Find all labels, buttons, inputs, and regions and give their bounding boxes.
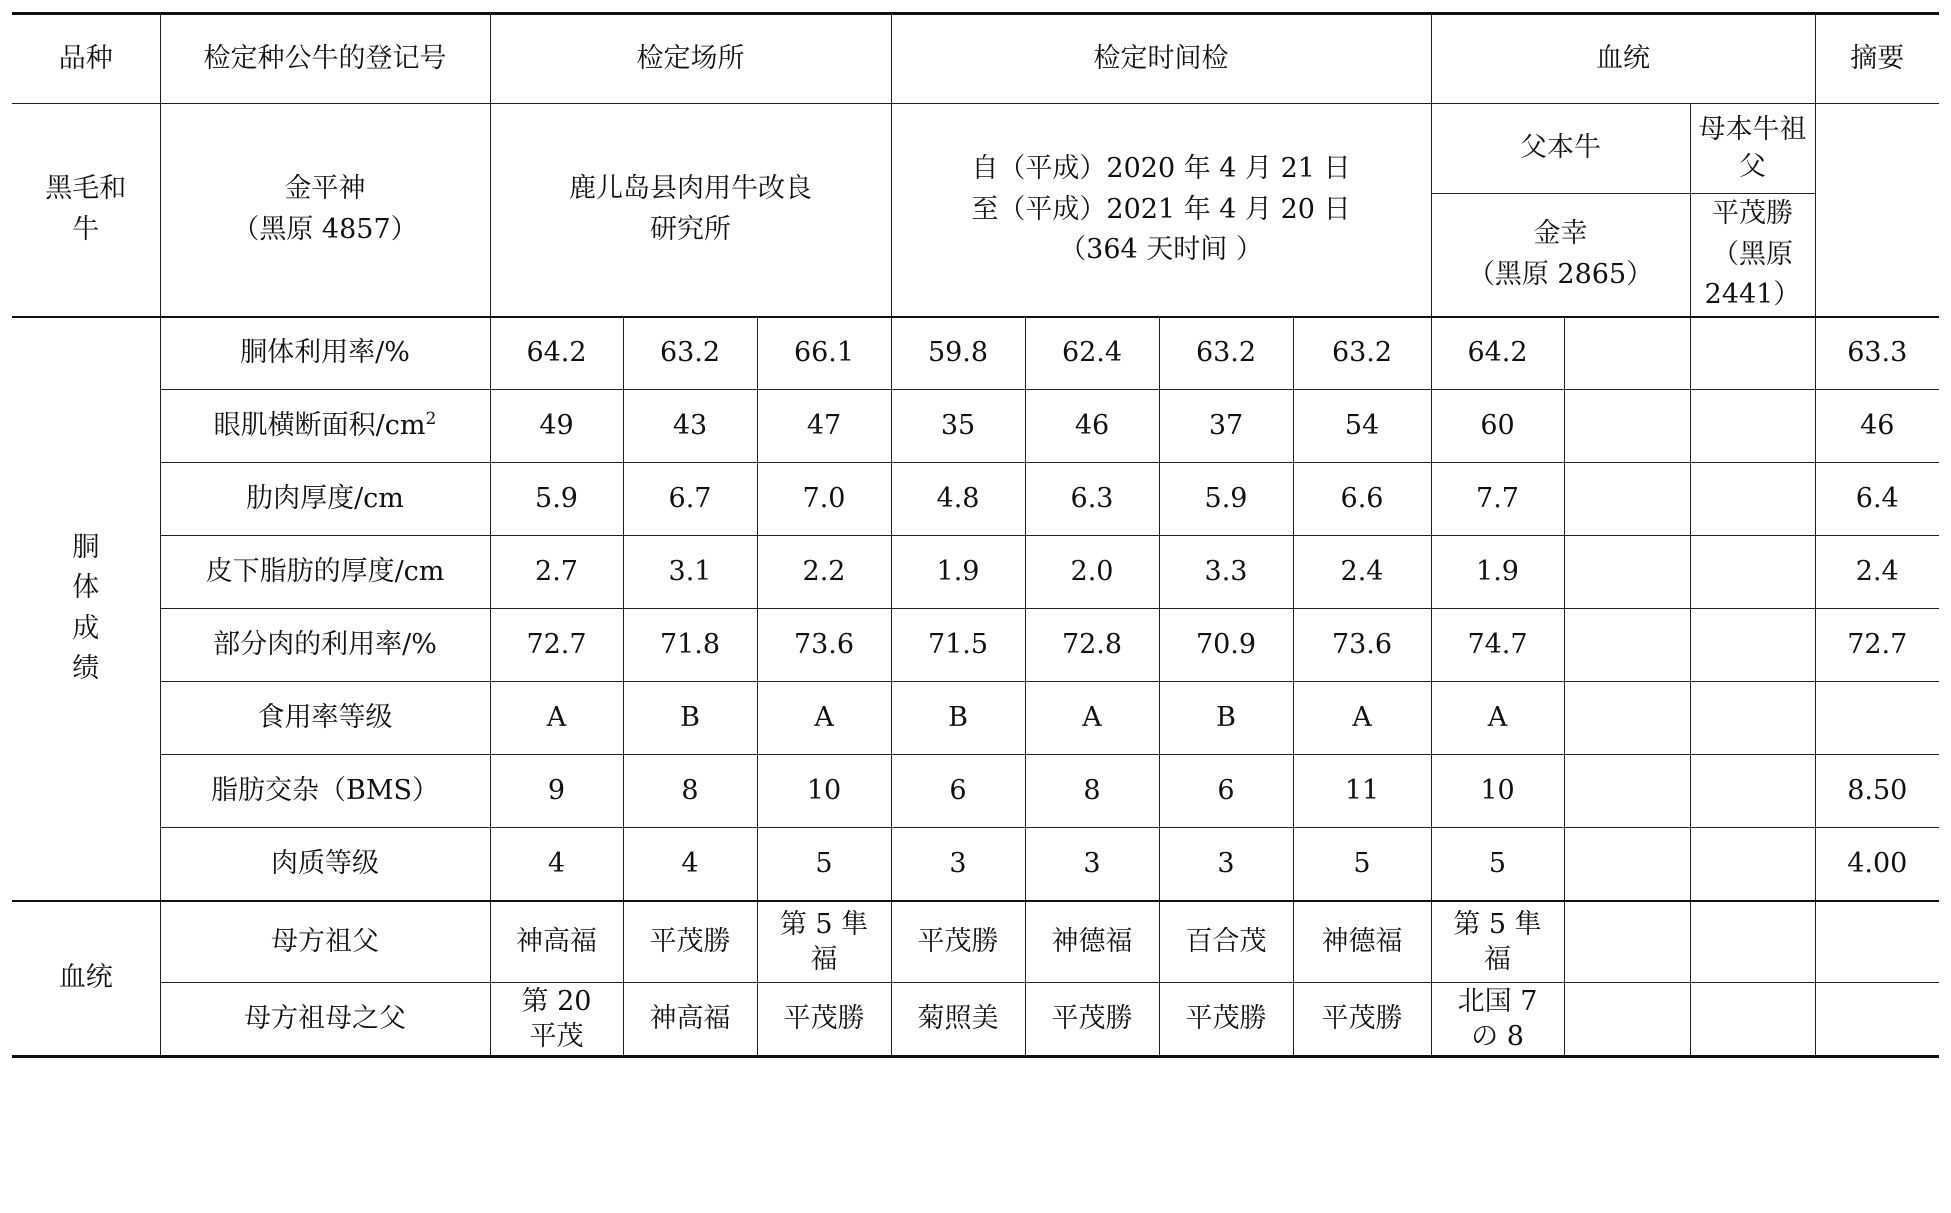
- carcass-value-cell: [1564, 828, 1690, 901]
- header-registration: 检定种公牛的登记号: [160, 14, 490, 104]
- period-line-3: （364 天时间 ）: [1059, 234, 1263, 265]
- carcass-value-cell: [1690, 390, 1815, 463]
- period-line-2: 至（平成）2021 年 4 月 20 日: [971, 193, 1351, 225]
- carcass-row-label: [160, 755, 490, 828]
- carcass-section-label: [12, 317, 160, 901]
- carcass-summary-cell: 63.3: [1815, 317, 1939, 390]
- pedigree-row-label: 母方祖母之父: [160, 983, 490, 1057]
- header-breed: 品种: [12, 14, 160, 104]
- cell-line: 百合茂: [1185, 926, 1267, 958]
- carcass-value-cell: 3.1: [623, 536, 757, 609]
- bull-test-table-container: [12, 12, 1939, 1058]
- test-place-cell: [490, 104, 891, 317]
- row-label-text: 皮下脂肪的厚度/cm: [205, 555, 445, 587]
- carcass-value-cell: A: [1025, 682, 1159, 755]
- pedigree-row-label: 母方祖父: [160, 901, 490, 983]
- sire-registration: （黑原 2865）: [1467, 258, 1654, 290]
- carcass-value-cell: [1690, 609, 1815, 682]
- carcass-value-cell: B: [1159, 682, 1293, 755]
- carcass-value-cell: 71.5: [891, 609, 1025, 682]
- pedigree-section-label: 血统: [12, 901, 160, 1057]
- mgs-cell: [1690, 194, 1815, 317]
- pedigree-value-cell: [1159, 983, 1293, 1057]
- carcass-value-cell: 5.9: [1159, 463, 1293, 536]
- carcass-row: [12, 682, 1939, 755]
- carcass-value-cell: 1.9: [891, 536, 1025, 609]
- carcass-value-cell: 6.6: [1293, 463, 1431, 536]
- section-label-char: 胴: [72, 531, 100, 563]
- carcass-value-cell: [1564, 609, 1690, 682]
- carcass-value-cell: [1564, 682, 1690, 755]
- carcass-value-cell: 46: [1025, 390, 1159, 463]
- cell-line: 北国 7: [1457, 985, 1538, 1017]
- cell-line: 第 5 隼: [779, 908, 869, 940]
- bull-info-row-1: [12, 104, 1939, 194]
- carcass-value-cell: A: [1293, 682, 1431, 755]
- pedigree-summary-cell: [1815, 983, 1939, 1057]
- carcass-value-cell: 63.2: [1159, 317, 1293, 390]
- carcass-value-cell: [1690, 317, 1815, 390]
- cell-line: 神高福: [516, 926, 597, 958]
- cell-line: 神德福: [1321, 926, 1403, 958]
- carcass-row-label: [160, 682, 490, 755]
- pedigree-value-cell: [1431, 983, 1564, 1057]
- pedigree-value-cell: [1690, 901, 1815, 983]
- pedigree-summary-cell: [1815, 901, 1939, 983]
- carcass-value-cell: A: [757, 682, 891, 755]
- place-line-2: 研究所: [650, 213, 731, 245]
- mgs-name: 平茂勝: [1712, 198, 1793, 229]
- pedigree-value-cell: [1293, 901, 1431, 983]
- carcass-value-cell: 71.8: [623, 609, 757, 682]
- carcass-value-cell: [1564, 463, 1690, 536]
- carcass-value-cell: 2.0: [1025, 536, 1159, 609]
- cell-line: 平茂勝: [783, 1003, 865, 1035]
- carcass-row: [12, 317, 1939, 390]
- breed-line-1: 黑毛和: [45, 173, 127, 205]
- pedigree-value-cell: [1431, 901, 1564, 983]
- carcass-value-cell: 43: [623, 390, 757, 463]
- carcass-value-cell: 63.2: [1293, 317, 1431, 390]
- mgs-registration: （黑原 2441）: [1704, 238, 1801, 310]
- cell-line: 平茂勝: [1185, 1003, 1267, 1035]
- row-label-text: 食用率等级: [257, 701, 393, 733]
- carcass-value-cell: [1690, 755, 1815, 828]
- bull-registration-number: （黑原 4857）: [232, 213, 418, 245]
- carcass-value-cell: 6: [1159, 755, 1293, 828]
- row-label-text: 肉质等级: [271, 847, 379, 879]
- carcass-row-label: [160, 463, 490, 536]
- registration-cell: [160, 104, 490, 317]
- breed-line-2: 牛: [72, 213, 100, 245]
- cell-line: 平茂勝: [1051, 1003, 1133, 1035]
- carcass-value-cell: B: [891, 682, 1025, 755]
- carcass-value-cell: 49: [490, 390, 623, 463]
- cell-line: 平茂勝: [1321, 1003, 1403, 1035]
- carcass-summary-cell: 6.4: [1815, 463, 1939, 536]
- carcass-summary-cell: 2.4: [1815, 536, 1939, 609]
- carcass-value-cell: [1690, 828, 1815, 901]
- row-label-superscript: 2: [425, 408, 437, 429]
- carcass-summary-cell: 8.50: [1815, 755, 1939, 828]
- bull-summary-cell: [1815, 104, 1939, 317]
- cell-line: 平茂勝: [917, 926, 999, 958]
- row-label-text: 眼肌横断面积/cm: [213, 409, 426, 441]
- header-pedigree: 血统: [1431, 14, 1815, 104]
- cell-line: 福: [1484, 943, 1511, 975]
- row-label-text: 胴体利用率/%: [240, 337, 410, 369]
- carcass-value-cell: 47: [757, 390, 891, 463]
- carcass-value-cell: 60: [1431, 390, 1564, 463]
- carcass-value-cell: 10: [757, 755, 891, 828]
- cell-line: 平茂: [529, 1021, 584, 1052]
- section-label-char: 体: [72, 572, 100, 603]
- pedigree-value-cell: [1159, 901, 1293, 983]
- section-label-char: 绩: [72, 653, 100, 684]
- carcass-value-cell: 9: [490, 755, 623, 828]
- carcass-value-cell: 5.9: [490, 463, 623, 536]
- carcass-value-cell: 4: [623, 828, 757, 901]
- test-period-cell: [891, 104, 1431, 317]
- carcass-value-cell: 11: [1293, 755, 1431, 828]
- pedigree-value-cell: [623, 901, 757, 983]
- breed-cell: [12, 104, 160, 317]
- carcass-value-cell: [1690, 682, 1815, 755]
- pedigree-value-cell: [757, 983, 891, 1057]
- row-label-text: 脂肪交杂（BMS）: [211, 774, 439, 806]
- carcass-value-cell: 63.2: [623, 317, 757, 390]
- carcass-value-cell: 6.3: [1025, 463, 1159, 536]
- carcass-value-cell: 8: [623, 755, 757, 828]
- carcass-value-cell: 62.4: [1025, 317, 1159, 390]
- carcass-row: [12, 536, 1939, 609]
- cell-line: 平茂勝: [649, 926, 731, 958]
- carcass-value-cell: [1690, 536, 1815, 609]
- pedigree-value-cell: [1025, 901, 1159, 983]
- pedigree-value-cell: [623, 983, 757, 1057]
- carcass-value-cell: [1564, 536, 1690, 609]
- carcass-value-cell: [1564, 755, 1690, 828]
- period-line-1: 自（平成）2020 年 4 月 21 日: [971, 153, 1351, 184]
- carcass-summary-cell: 72.7: [1815, 609, 1939, 682]
- carcass-value-cell: 3.3: [1159, 536, 1293, 609]
- carcass-value-cell: 66.1: [757, 317, 891, 390]
- carcass-value-cell: [1564, 317, 1690, 390]
- pedigree-value-cell: [757, 901, 891, 983]
- carcass-value-cell: 73.6: [757, 609, 891, 682]
- carcass-value-cell: 59.8: [891, 317, 1025, 390]
- carcass-value-cell: 64.2: [1431, 317, 1564, 390]
- pedigree-value-cell: [1293, 983, 1431, 1057]
- cell-line: 第 5 隼: [1453, 908, 1542, 940]
- carcass-summary-cell: 46: [1815, 390, 1939, 463]
- pedigree-value-cell: [490, 901, 623, 983]
- carcass-summary-cell: [1815, 682, 1939, 755]
- carcass-row: [12, 463, 1939, 536]
- carcass-value-cell: 4.8: [891, 463, 1025, 536]
- carcass-value-cell: 37: [1159, 390, 1293, 463]
- pedigree-value-cell: [1025, 983, 1159, 1057]
- carcass-value-cell: 10: [1431, 755, 1564, 828]
- cell-line: 菊照美: [917, 1003, 999, 1035]
- carcass-value-cell: 73.6: [1293, 609, 1431, 682]
- cell-line: 第 20: [521, 985, 592, 1017]
- mgs-label: 母本牛祖父: [1690, 104, 1815, 194]
- carcass-value-cell: 2.7: [490, 536, 623, 609]
- cell-line: の 8: [1471, 1021, 1524, 1052]
- carcass-value-cell: 35: [891, 390, 1025, 463]
- carcass-value-cell: 74.7: [1431, 609, 1564, 682]
- header-row: [12, 14, 1939, 104]
- carcass-value-cell: 5: [1293, 828, 1431, 901]
- row-label-text: 部分肉的利用率/%: [213, 628, 437, 660]
- carcass-row: [12, 828, 1939, 901]
- pedigree-row: [12, 983, 1939, 1057]
- carcass-value-cell: B: [623, 682, 757, 755]
- carcass-row-label: [160, 317, 490, 390]
- carcass-value-cell: 6.7: [623, 463, 757, 536]
- carcass-value-cell: 3: [1025, 828, 1159, 901]
- carcass-value-cell: 2.4: [1293, 536, 1431, 609]
- cell-line: 神德福: [1051, 926, 1133, 958]
- bull-name: 金平神: [284, 173, 366, 205]
- pedigree-value-cell: [1690, 983, 1815, 1057]
- carcass-value-cell: 5: [1431, 828, 1564, 901]
- header-summary: 摘要: [1815, 14, 1939, 104]
- pedigree-value-cell: [891, 983, 1025, 1057]
- carcass-summary-cell: 4.00: [1815, 828, 1939, 901]
- carcass-value-cell: [1690, 463, 1815, 536]
- carcass-value-cell: 5: [757, 828, 891, 901]
- row-label-text: 肋肉厚度/cm: [246, 482, 404, 514]
- header-place: 检定场所: [490, 14, 891, 104]
- carcass-value-cell: 3: [1159, 828, 1293, 901]
- carcass-value-cell: 6: [891, 755, 1025, 828]
- carcass-value-cell: 72.8: [1025, 609, 1159, 682]
- carcass-value-cell: 54: [1293, 390, 1431, 463]
- carcass-value-cell: 64.2: [490, 317, 623, 390]
- pedigree-row: [12, 901, 1939, 983]
- carcass-row-label: [160, 536, 490, 609]
- sire-label: 父本牛: [1431, 104, 1690, 194]
- sire-cell: [1431, 194, 1690, 317]
- carcass-value-cell: 1.9: [1431, 536, 1564, 609]
- section-label-char: 成: [72, 612, 100, 644]
- carcass-value-cell: 7.0: [757, 463, 891, 536]
- carcass-row: [12, 609, 1939, 682]
- carcass-value-cell: 3: [891, 828, 1025, 901]
- carcass-row: [12, 755, 1939, 828]
- carcass-value-cell: 8: [1025, 755, 1159, 828]
- pedigree-value-cell: [1564, 983, 1690, 1057]
- cell-line: 神高福: [649, 1003, 731, 1035]
- carcass-value-cell: 2.2: [757, 536, 891, 609]
- carcass-row-label: [160, 828, 490, 901]
- carcass-value-cell: 70.9: [1159, 609, 1293, 682]
- carcass-value-cell: 4: [490, 828, 623, 901]
- carcass-value-cell: A: [490, 682, 623, 755]
- header-period: 检定时间检: [891, 14, 1431, 104]
- carcass-value-cell: 7.7: [1431, 463, 1564, 536]
- carcass-row: [12, 390, 1939, 463]
- bull-test-table: [12, 12, 1939, 1058]
- pedigree-value-cell: [490, 983, 623, 1057]
- sire-name: 金幸: [1533, 218, 1588, 250]
- carcass-value-cell: 72.7: [490, 609, 623, 682]
- pedigree-value-cell: [891, 901, 1025, 983]
- carcass-row-label: [160, 609, 490, 682]
- pedigree-value-cell: [1564, 901, 1690, 983]
- cell-line: 福: [810, 943, 838, 975]
- carcass-row-label: [160, 390, 490, 463]
- carcass-value-cell: [1564, 390, 1690, 463]
- place-line-1: 鹿儿岛县肉用牛改良: [569, 173, 812, 205]
- carcass-value-cell: A: [1431, 682, 1564, 755]
